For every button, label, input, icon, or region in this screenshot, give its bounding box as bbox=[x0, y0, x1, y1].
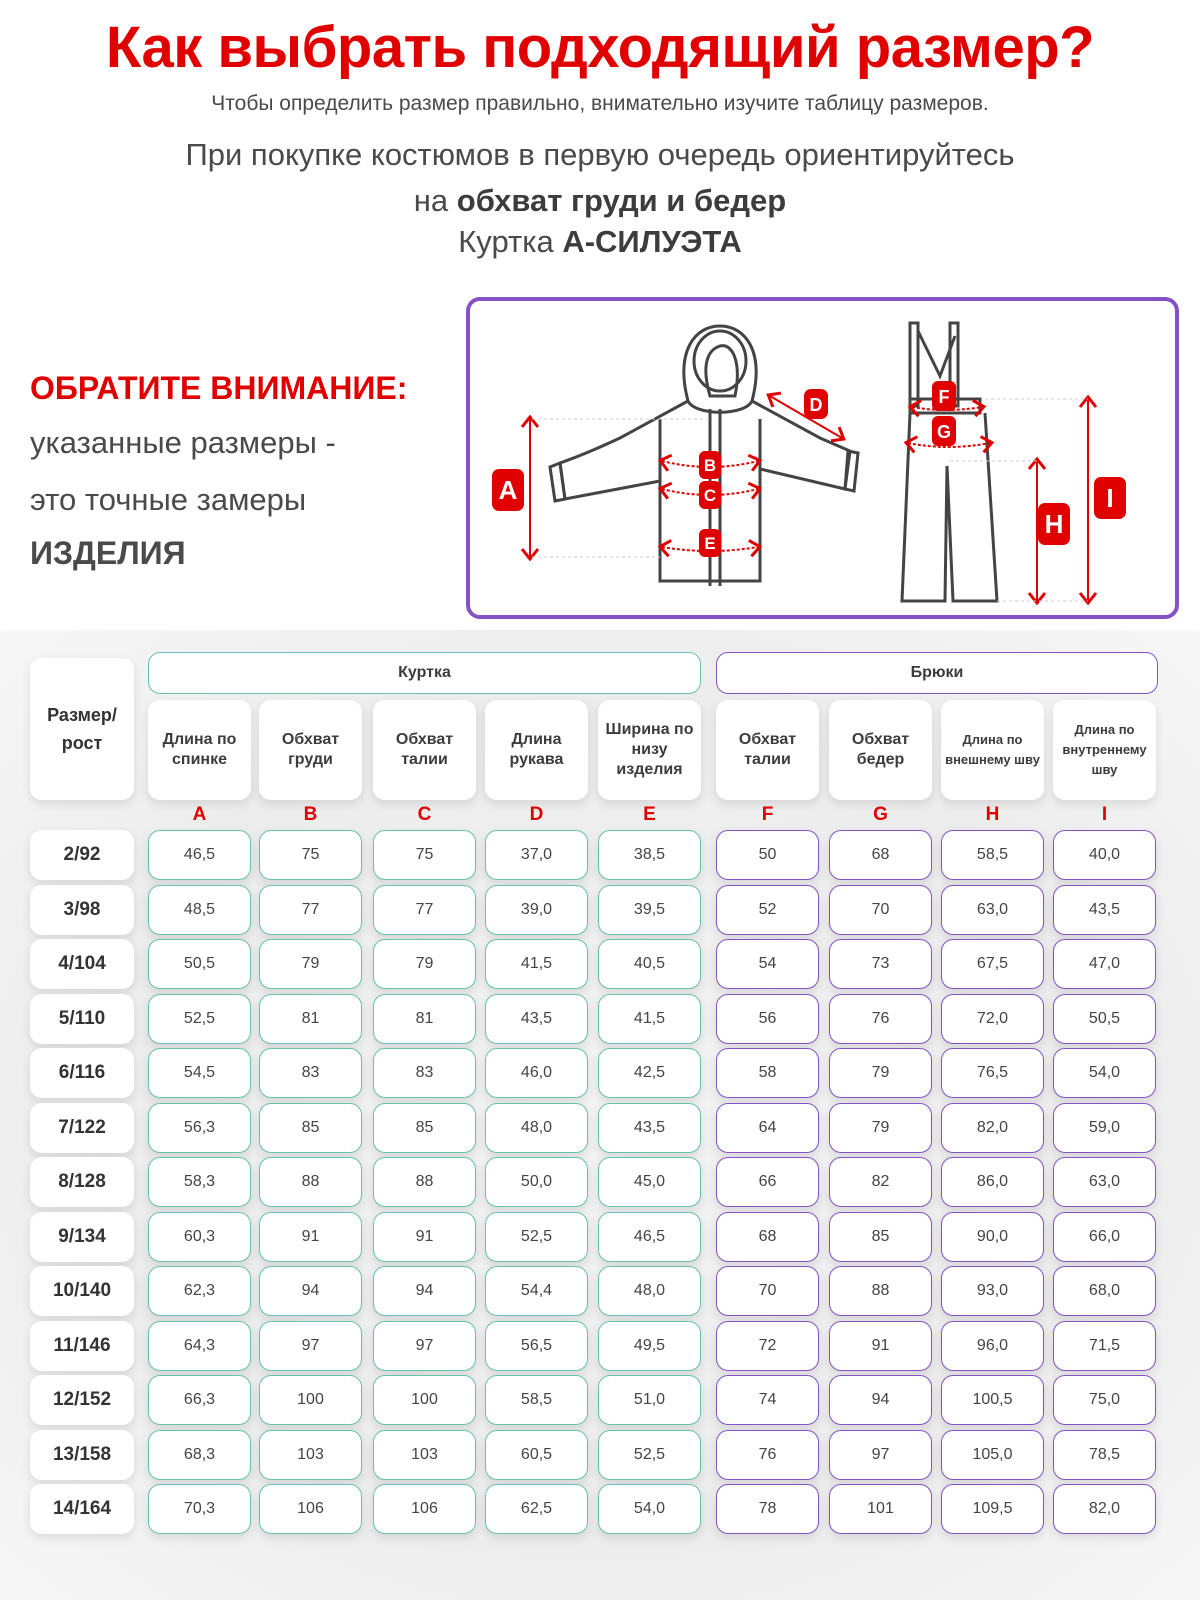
table-cell: 97 bbox=[373, 1321, 476, 1371]
column-header-h: Длина по внешнему шву bbox=[941, 700, 1044, 800]
label-badge-f bbox=[932, 381, 956, 411]
table-cell: 100 bbox=[259, 1375, 362, 1425]
attention-note bbox=[30, 368, 450, 578]
instruction bbox=[0, 132, 1200, 224]
table-cell: 37,0 bbox=[485, 830, 588, 880]
table-cell: 50,0 bbox=[485, 1157, 588, 1207]
label-i: I bbox=[1106, 483, 1114, 513]
table-cell: 91 bbox=[259, 1212, 362, 1262]
table-cell: 101 bbox=[829, 1484, 932, 1534]
table-cell: 50 bbox=[716, 830, 819, 880]
table-cell: 43,5 bbox=[485, 994, 588, 1044]
table-cell: 106 bbox=[259, 1484, 362, 1534]
column-letter-h: H bbox=[985, 804, 1000, 825]
garment-illustration bbox=[470, 301, 1183, 623]
label-badge-h bbox=[1038, 503, 1070, 545]
table-cell: 72 bbox=[716, 1321, 819, 1371]
row-size-label: 4/104 bbox=[30, 939, 134, 989]
table-cell: 54,5 bbox=[148, 1048, 251, 1098]
table-cell: 46,5 bbox=[148, 830, 251, 880]
table-cell: 100 bbox=[373, 1375, 476, 1425]
column-header-g: Обхват бедер bbox=[829, 700, 932, 800]
table-cell: 97 bbox=[259, 1321, 362, 1371]
row-size-label: 8/128 bbox=[30, 1157, 134, 1207]
label-badge-i bbox=[1094, 477, 1126, 519]
table-cell: 83 bbox=[373, 1048, 476, 1098]
label-badge-g bbox=[932, 416, 956, 446]
table-cell: 64,3 bbox=[148, 1321, 251, 1371]
table-cell: 43,5 bbox=[598, 1103, 701, 1153]
table-cell: 52 bbox=[716, 885, 819, 935]
table-cell: 62,5 bbox=[485, 1484, 588, 1534]
table-cell: 52,5 bbox=[485, 1212, 588, 1262]
column-header-d: Длина рукава bbox=[485, 700, 588, 800]
table-cell: 62,3 bbox=[148, 1266, 251, 1316]
table-cell: 56,5 bbox=[485, 1321, 588, 1371]
row-size-label: 2/92 bbox=[30, 830, 134, 880]
table-cell: 38,5 bbox=[598, 830, 701, 880]
table-cell: 91 bbox=[829, 1321, 932, 1371]
table-cell: 50,5 bbox=[1053, 994, 1156, 1044]
column-letter-b: B bbox=[303, 804, 318, 825]
table-cell: 63,0 bbox=[941, 885, 1044, 935]
table-cell: 66 bbox=[716, 1157, 819, 1207]
instruction-bold: обхват груди и бедер bbox=[456, 183, 787, 218]
column-letter-f: F bbox=[761, 804, 774, 825]
row-size-label: 12/152 bbox=[30, 1375, 134, 1425]
label-e: E bbox=[704, 534, 716, 553]
table-cell: 94 bbox=[373, 1266, 476, 1316]
table-cell: 50,5 bbox=[148, 939, 251, 989]
group-header-pants: Брюки bbox=[716, 652, 1158, 694]
table-cell: 75 bbox=[373, 830, 476, 880]
table-cell: 85 bbox=[259, 1103, 362, 1153]
column-letter-c: C bbox=[417, 804, 432, 825]
note-line1: указанные размеры - bbox=[30, 425, 336, 460]
table-cell: 90,0 bbox=[941, 1212, 1044, 1262]
table-cell: 41,5 bbox=[598, 994, 701, 1044]
table-cell: 88 bbox=[829, 1266, 932, 1316]
table-cell: 59,0 bbox=[1053, 1103, 1156, 1153]
table-cell: 67,5 bbox=[941, 939, 1044, 989]
table-cell: 94 bbox=[829, 1375, 932, 1425]
table-cell: 88 bbox=[373, 1157, 476, 1207]
label-badge-a bbox=[492, 469, 524, 511]
table-cell: 48,0 bbox=[485, 1103, 588, 1153]
column-header-e: Ширина по низу изделия bbox=[598, 700, 701, 800]
page-title: Как выбрать подходящий размер? bbox=[105, 15, 1095, 80]
table-cell: 46,5 bbox=[598, 1212, 701, 1262]
group-header-jacket: Куртка bbox=[148, 652, 701, 694]
table-cell: 64 bbox=[716, 1103, 819, 1153]
model-prefix: Куртка bbox=[458, 224, 554, 259]
table-cell: 81 bbox=[373, 994, 476, 1044]
row-size-label: 6/116 bbox=[30, 1048, 134, 1098]
label-badge-b bbox=[699, 451, 721, 479]
table-cell: 54,0 bbox=[1053, 1048, 1156, 1098]
table-cell: 100,5 bbox=[941, 1375, 1044, 1425]
label-b: B bbox=[703, 456, 717, 475]
table-cell: 78,5 bbox=[1053, 1430, 1156, 1480]
instruction-line2 bbox=[0, 178, 1200, 224]
table-cell: 54 bbox=[716, 939, 819, 989]
table-cell: 66,0 bbox=[1053, 1212, 1156, 1262]
table-cell: 66,3 bbox=[148, 1375, 251, 1425]
row-size-label: 3/98 bbox=[30, 885, 134, 935]
row-size-label: 13/158 bbox=[30, 1430, 134, 1480]
table-cell: 96,0 bbox=[941, 1321, 1044, 1371]
table-cell: 46,0 bbox=[485, 1048, 588, 1098]
size-column-header: Размер/ рост bbox=[30, 658, 134, 800]
table-cell: 68,0 bbox=[1053, 1266, 1156, 1316]
table-cell: 56,3 bbox=[148, 1103, 251, 1153]
measurement-diagram bbox=[466, 297, 1179, 619]
label-badge-c bbox=[699, 481, 721, 509]
row-size-label: 14/164 bbox=[30, 1484, 134, 1534]
table-cell: 54,0 bbox=[598, 1484, 701, 1534]
label-d: D bbox=[809, 395, 823, 415]
table-cell: 77 bbox=[259, 885, 362, 935]
table-cell: 39,5 bbox=[598, 885, 701, 935]
table-cell: 82 bbox=[829, 1157, 932, 1207]
table-cell: 60,3 bbox=[148, 1212, 251, 1262]
column-letter-d: D bbox=[529, 804, 544, 825]
table-cell: 86,0 bbox=[941, 1157, 1044, 1207]
table-cell: 41,5 bbox=[485, 939, 588, 989]
table-cell: 109,5 bbox=[941, 1484, 1044, 1534]
table-cell: 103 bbox=[373, 1430, 476, 1480]
table-cell: 70 bbox=[829, 885, 932, 935]
table-cell: 52,5 bbox=[598, 1430, 701, 1480]
table-cell: 40,0 bbox=[1053, 830, 1156, 880]
table-cell: 74 bbox=[716, 1375, 819, 1425]
table-cell: 91 bbox=[373, 1212, 476, 1262]
table-cell: 54,4 bbox=[485, 1266, 588, 1316]
pants-outline bbox=[902, 323, 997, 601]
column-letter-i: I bbox=[1101, 804, 1108, 825]
table-cell: 58 bbox=[716, 1048, 819, 1098]
table-cell: 49,5 bbox=[598, 1321, 701, 1371]
table-cell: 78 bbox=[716, 1484, 819, 1534]
table-cell: 70 bbox=[716, 1266, 819, 1316]
table-cell: 60,5 bbox=[485, 1430, 588, 1480]
table-cell: 63,0 bbox=[1053, 1157, 1156, 1207]
label-c: C bbox=[703, 486, 717, 505]
table-cell: 48,5 bbox=[148, 885, 251, 935]
table-cell: 88 bbox=[259, 1157, 362, 1207]
table-cell: 58,5 bbox=[485, 1375, 588, 1425]
table-cell: 81 bbox=[259, 994, 362, 1044]
table-cell: 40,5 bbox=[598, 939, 701, 989]
table-cell: 79 bbox=[259, 939, 362, 989]
column-header-b: Обхват груди bbox=[259, 700, 362, 800]
table-cell: 68 bbox=[829, 830, 932, 880]
table-cell: 76,5 bbox=[941, 1048, 1044, 1098]
label-badge-e bbox=[699, 529, 721, 557]
column-header-f: Обхват талии bbox=[716, 700, 819, 800]
row-size-label: 9/134 bbox=[30, 1212, 134, 1262]
table-cell: 82,0 bbox=[941, 1103, 1044, 1153]
label-badge-d bbox=[804, 389, 828, 419]
table-cell: 58,3 bbox=[148, 1157, 251, 1207]
label-h: H bbox=[1044, 509, 1064, 539]
row-size-label: 7/122 bbox=[30, 1103, 134, 1153]
row-size-label: 5/110 bbox=[30, 994, 134, 1044]
row-size-label: 10/140 bbox=[30, 1266, 134, 1316]
instruction-line1: При покупке костюмов в первую очередь ориентируйтесь bbox=[185, 137, 1015, 172]
column-letter-g: G bbox=[873, 804, 888, 825]
note-heading: ОБРАТИТЕ ВНИМАНИЕ: bbox=[30, 370, 408, 406]
column-letter-a: A bbox=[192, 804, 207, 825]
note-line2: это точные замеры bbox=[30, 482, 307, 517]
table-cell: 83 bbox=[259, 1048, 362, 1098]
table-cell: 106 bbox=[373, 1484, 476, 1534]
table-cell: 51,0 bbox=[598, 1375, 701, 1425]
table-cell: 94 bbox=[259, 1266, 362, 1316]
subtitle: Чтобы определить размер правильно, внимательно изучите таблицу размеров. bbox=[211, 92, 989, 115]
table-cell: 71,5 bbox=[1053, 1321, 1156, 1371]
label-f: F bbox=[938, 387, 950, 407]
table-cell: 93,0 bbox=[941, 1266, 1044, 1316]
table-cell: 42,5 bbox=[598, 1048, 701, 1098]
table-cell: 56 bbox=[716, 994, 819, 1044]
table-cell: 79 bbox=[373, 939, 476, 989]
table-cell: 103 bbox=[259, 1430, 362, 1480]
table-cell: 48,0 bbox=[598, 1266, 701, 1316]
table-cell: 75,0 bbox=[1053, 1375, 1156, 1425]
instruction-prefix: на bbox=[413, 183, 449, 218]
column-letter-e: E bbox=[643, 804, 656, 825]
table-cell: 76 bbox=[829, 994, 932, 1044]
table-cell: 79 bbox=[829, 1048, 932, 1098]
table-cell: 79 bbox=[829, 1103, 932, 1153]
table-cell: 97 bbox=[829, 1430, 932, 1480]
table-cell: 52,5 bbox=[148, 994, 251, 1044]
table-cell: 45,0 bbox=[598, 1157, 701, 1207]
table-cell: 72,0 bbox=[941, 994, 1044, 1044]
column-header-c: Обхват талии bbox=[373, 700, 476, 800]
table-cell: 76 bbox=[716, 1430, 819, 1480]
table-cell: 68,3 bbox=[148, 1430, 251, 1480]
table-cell: 73 bbox=[829, 939, 932, 989]
column-header-i: Длина по внутреннему шву bbox=[1053, 700, 1156, 800]
column-header-a: Длина по спинке bbox=[148, 700, 251, 800]
row-size-label: 11/146 bbox=[30, 1321, 134, 1371]
model-name bbox=[0, 224, 1200, 260]
table-cell: 43,5 bbox=[1053, 885, 1156, 935]
table-cell: 70,3 bbox=[148, 1484, 251, 1534]
note-line3: ИЗДЕЛИЯ bbox=[30, 535, 186, 571]
table-cell: 85 bbox=[373, 1103, 476, 1153]
table-cell: 75 bbox=[259, 830, 362, 880]
table-cell: 58,5 bbox=[941, 830, 1044, 880]
table-cell: 85 bbox=[829, 1212, 932, 1262]
table-cell: 39,0 bbox=[485, 885, 588, 935]
table-cell: 82,0 bbox=[1053, 1484, 1156, 1534]
table-cell: 68 bbox=[716, 1212, 819, 1262]
model-bold: А-СИЛУЭТА bbox=[562, 224, 742, 259]
table-cell: 105,0 bbox=[941, 1430, 1044, 1480]
label-g: G bbox=[936, 422, 952, 442]
label-a: A bbox=[498, 475, 518, 505]
table-cell: 77 bbox=[373, 885, 476, 935]
table-cell: 47,0 bbox=[1053, 939, 1156, 989]
